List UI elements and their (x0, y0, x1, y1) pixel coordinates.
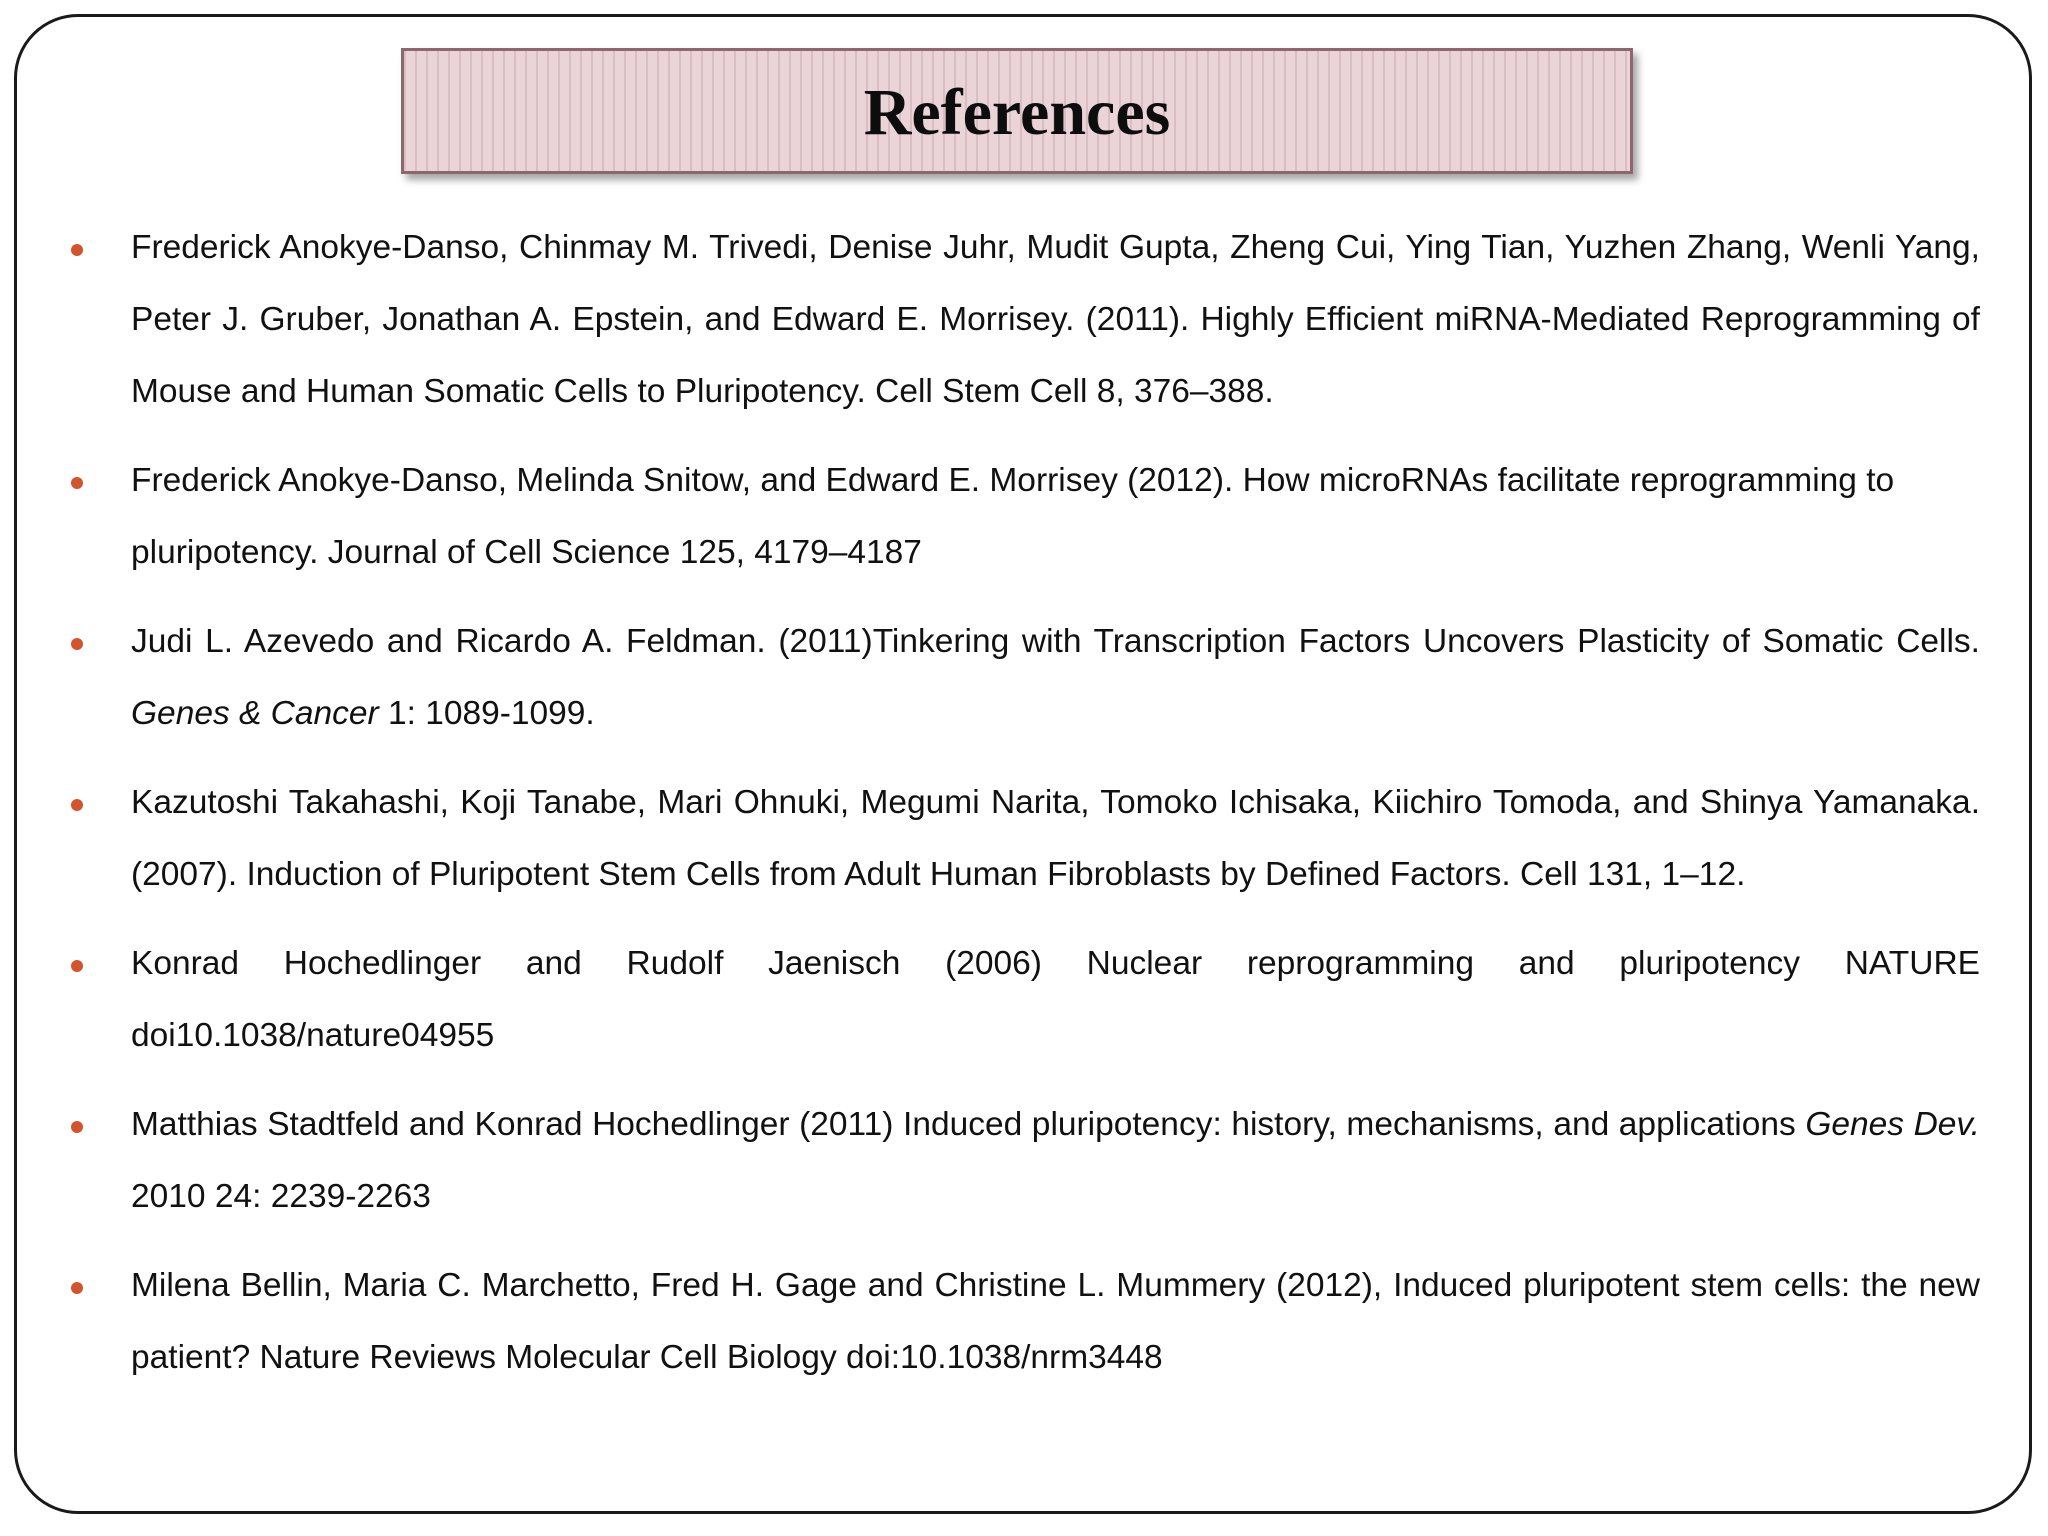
title-banner (401, 48, 1633, 174)
reference-item-1 (70, 212, 1980, 428)
reference-item-6 (70, 1089, 1980, 1233)
reference-text: Frederick Anokye-Danso, Melinda Snitow, and Edward E. Morrisey (2012). How microRNAs facilitate reprogramming to pluripotency. Journal of Cell Science 125, 4179–4187 (131, 462, 1895, 571)
journal-name: Genes Dev. (1805, 1106, 1980, 1143)
reference-item-2 (70, 445, 1980, 589)
reference-text: Konrad Hochedlinger and Rudolf Jaenisch (2006) Nuclear reprogramming and pluripotency NATURE doi10.1038/nature04955 (131, 945, 1980, 1054)
reference-text: Kazutoshi Takahashi, Koji Tanabe, Mari Ohnuki, Megumi Narita, Tomoko Ichisaka, Kiichiro Tomoda, and Shinya Yamanaka. (2007). Induction of Pluripotent Stem Cells from Adult Human Fibroblasts by Defined Factors. Cell 131, 1–12. (131, 784, 1980, 893)
reference-item-5 (70, 928, 1980, 1072)
reference-text: Milena Bellin, Maria C. Marchetto, Fred H. Gage and Christine L. Mummery (2012), Induced pluripotent stem cells: the new patient? Nature Reviews Molecular Cell Biology doi:10.1038/nrm3448 (131, 1267, 1980, 1376)
reference-text: Frederick Anokye-Danso, Chinmay M. Trivedi, Denise Juhr, Mudit Gupta, Zheng Cui, Ying Tian, Yuzhen Zhang, Wenli Yang, Peter J. Gruber, Jonathan A. Epstein, and Edward E. Morrisey. (2011). Highly Efficient miRNA-Mediated Reprogramming of Mouse and Human Somatic Cells to Pluripotency. Cell Stem Cell 8, 376–388. (131, 229, 1980, 410)
bullet-icon (71, 244, 83, 256)
bullet-icon (71, 638, 83, 650)
reference-list (70, 212, 1980, 1411)
reference-text (131, 1106, 1980, 1215)
bullet-icon (71, 1282, 83, 1294)
bullet-icon (71, 1121, 83, 1133)
reference-text-before: Matthias Stadtfeld and Konrad Hochedlinger (2011) Induced pluripotency: history, mechanisms, and applications (131, 1106, 1806, 1143)
bullet-icon (71, 799, 83, 811)
reference-item-4 (70, 767, 1980, 911)
page-title: References (863, 76, 1171, 149)
reference-text (131, 623, 1980, 732)
reference-text-before: Judi L. Azevedo and Ricardo A. Feldman. (2011)Tinkering with Transcription Factors Uncovers Plasticity of Somatic Cells. (131, 623, 1980, 660)
journal-name: Genes & Cancer (131, 695, 379, 732)
reference-text-after: 1: 1089-1099. (378, 695, 595, 732)
reference-text-after: 2010 24: 2239-2263 (131, 1178, 431, 1215)
bullet-icon (71, 960, 83, 972)
reference-item-7 (70, 1250, 1980, 1394)
bullet-icon (71, 477, 83, 489)
reference-item-3 (70, 606, 1980, 750)
